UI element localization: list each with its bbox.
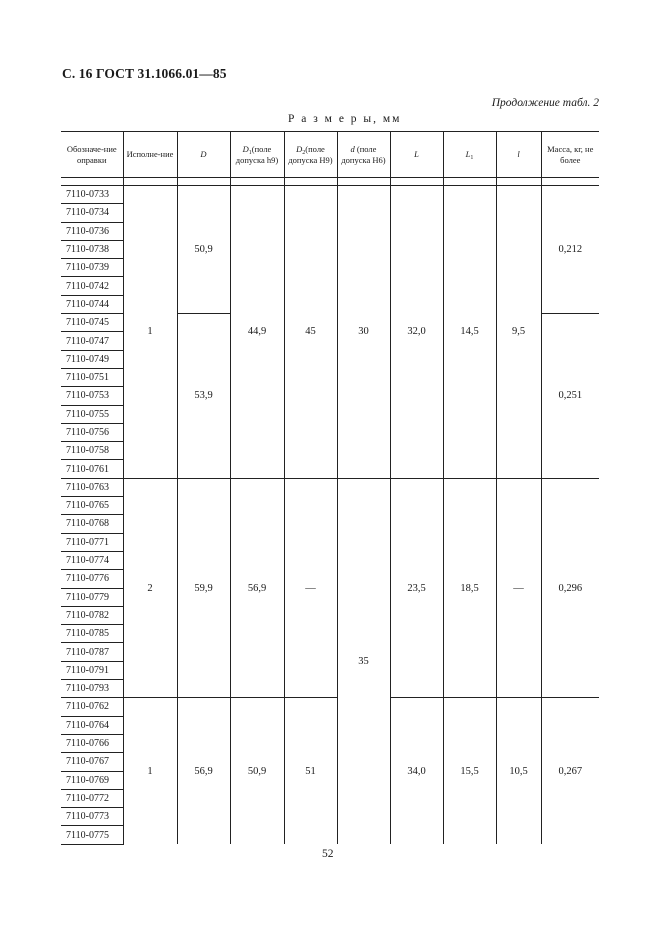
D2-cell: 51: [284, 698, 337, 844]
code-cell: 7110-0761: [61, 460, 123, 478]
D-cell: 50,9: [177, 186, 230, 314]
code-cell: 7110-0771: [61, 533, 123, 551]
L-cell: 32,0: [390, 186, 443, 479]
page-number: 52: [322, 848, 334, 860]
D2-cell: —: [284, 478, 337, 698]
col-D2-header: $D_2(поле$ допуска H9): [284, 132, 337, 178]
D-cell: 59,9: [177, 478, 230, 698]
code-cell: 7110-0775: [61, 826, 123, 844]
code-cell: 7110-0785: [61, 625, 123, 643]
D-cell: 53,9: [177, 314, 230, 479]
code-cell: 7110-0791: [61, 661, 123, 679]
code-cell: 7110-0782: [61, 606, 123, 624]
d-cell: 35: [337, 478, 390, 844]
code-cell: 7110-0742: [61, 277, 123, 295]
col-mass-header: Масса, кг, не более: [541, 132, 599, 178]
code-cell: 7110-0733: [61, 186, 123, 204]
table-row: [61, 186, 599, 204]
col-D1-header: $D_1(поле$ допуска h9): [230, 132, 284, 178]
mass-cell: 0,212: [541, 186, 599, 314]
code-cell: 7110-0747: [61, 332, 123, 350]
table-continuation-label: Продолжение табл. 2: [491, 97, 599, 109]
code-cell: 7110-0751: [61, 368, 123, 386]
D1-cell: 56,9: [230, 478, 284, 698]
table-row: [61, 698, 599, 716]
variant-cell: 2: [123, 478, 177, 698]
code-cell: 7110-0765: [61, 497, 123, 515]
code-cell: 7110-0762: [61, 698, 123, 716]
variant-cell: 1: [123, 698, 177, 844]
spec-table: [61, 131, 599, 845]
D2-cell: 45: [284, 186, 337, 479]
code-cell: 7110-0769: [61, 771, 123, 789]
code-cell: 7110-0787: [61, 643, 123, 661]
col-L1-header: $L_1$: [443, 132, 496, 178]
code-cell: 7110-0738: [61, 240, 123, 258]
table-row: [61, 478, 599, 496]
code-cell: 7110-0744: [61, 295, 123, 313]
mass-cell: 0,251: [541, 314, 599, 479]
code-cell: 7110-0776: [61, 570, 123, 588]
code-cell: 7110-0753: [61, 387, 123, 405]
D1-cell: 50,9: [230, 698, 284, 844]
mass-cell: 0,267: [541, 698, 599, 844]
code-cell: 7110-0749: [61, 350, 123, 368]
sizes-caption: Р а з м е р ы, мм: [288, 113, 402, 125]
l-cell: 9,5: [496, 186, 541, 479]
page-header: С. 16 ГОСТ 31.1066.01—85: [62, 66, 227, 81]
D-cell: 56,9: [177, 698, 230, 844]
code-cell: 7110-0734: [61, 204, 123, 222]
code-cell: 7110-0739: [61, 259, 123, 277]
table-spacer-row: [61, 178, 599, 186]
code-cell: 7110-0736: [61, 222, 123, 240]
col-variant-header: Исполне-ние: [123, 132, 177, 178]
L1-cell: 15,5: [443, 698, 496, 844]
col-D-header: D: [177, 132, 230, 178]
col-l-header: l: [496, 132, 541, 178]
L-cell: 23,5: [390, 478, 443, 698]
code-cell: 7110-0793: [61, 680, 123, 698]
mass-cell: 0,296: [541, 478, 599, 698]
d-cell: 30: [337, 186, 390, 479]
code-cell: 7110-0767: [61, 753, 123, 771]
code-cell: 7110-0768: [61, 515, 123, 533]
l-cell: —: [496, 478, 541, 698]
code-cell: 7110-0772: [61, 789, 123, 807]
code-cell: 7110-0763: [61, 478, 123, 496]
l-cell: 10,5: [496, 698, 541, 844]
code-cell: 7110-0774: [61, 551, 123, 569]
variant-cell: 1: [123, 186, 177, 479]
L1-cell: 18,5: [443, 478, 496, 698]
code-cell: 7110-0755: [61, 405, 123, 423]
code-cell: 7110-0764: [61, 716, 123, 734]
col-L-header: L: [390, 132, 443, 178]
code-cell: 7110-0773: [61, 808, 123, 826]
D1-cell: 44,9: [230, 186, 284, 479]
col-code-header: Обозначе-ние оправки: [61, 132, 123, 178]
table-header-row: [61, 132, 599, 178]
code-cell: 7110-0756: [61, 423, 123, 441]
L1-cell: 14,5: [443, 186, 496, 479]
code-cell: 7110-0758: [61, 442, 123, 460]
code-cell: 7110-0779: [61, 588, 123, 606]
code-cell: 7110-0766: [61, 734, 123, 752]
col-d-header: d (поле допуска H6): [337, 132, 390, 178]
code-cell: 7110-0745: [61, 314, 123, 332]
L-cell: 34,0: [390, 698, 443, 844]
